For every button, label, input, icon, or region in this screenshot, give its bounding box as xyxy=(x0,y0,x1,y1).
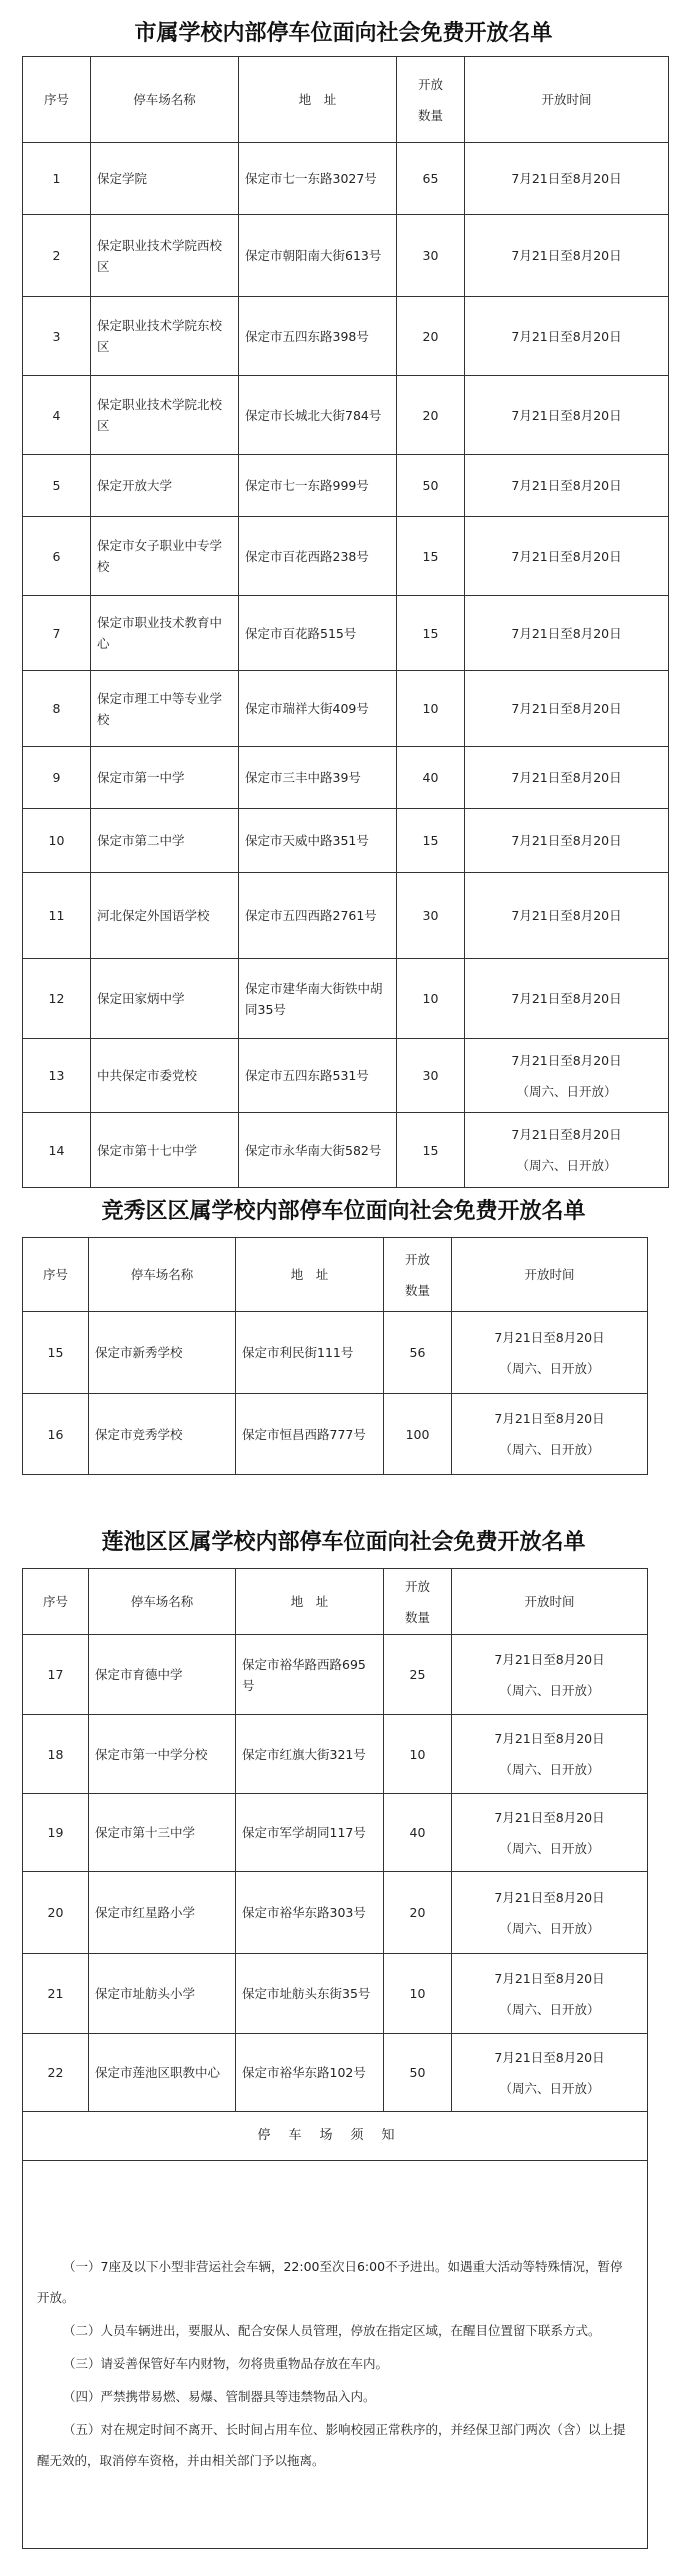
table-row xyxy=(23,873,669,959)
open-note: （周六、日开放） xyxy=(516,1158,617,1173)
cell-count: 10 xyxy=(384,1954,452,2034)
open-note: （周六、日开放） xyxy=(499,1442,600,1457)
cell-open-time xyxy=(465,809,669,873)
cell-parking-name: 保定市第十三中学 xyxy=(89,1794,236,1872)
cell-count: 10 xyxy=(397,671,465,747)
col-header-name: 停车场名称 xyxy=(89,1238,236,1312)
cell-open-time xyxy=(465,376,669,455)
parking-notes xyxy=(22,2111,648,2549)
section2-table xyxy=(22,1237,648,1475)
cell-parking-name: 保定市第一中学分校 xyxy=(89,1715,236,1794)
table-row xyxy=(23,1312,648,1394)
cell-open-time xyxy=(465,1039,669,1113)
cell-open-time xyxy=(452,2034,648,2112)
col-header-name: 停车场名称 xyxy=(89,1569,236,1635)
cell-number: 3 xyxy=(23,297,91,376)
open-period: 7月21日至8月20日 xyxy=(494,1411,605,1426)
cell-open-time xyxy=(465,1113,669,1188)
open-period: 7月21日至8月20日 xyxy=(511,1052,622,1068)
cell-count: 25 xyxy=(384,1635,452,1715)
open-period: 7月21日至8月20日 xyxy=(511,548,622,564)
cell-address: 保定市址舫头东街35号 xyxy=(236,1954,384,2034)
cell-number: 4 xyxy=(23,376,91,455)
cell-parking-name: 保定职业技术学院北校区 xyxy=(91,376,239,455)
section1-rows xyxy=(23,143,669,1188)
cell-address: 保定市裕华东路102号 xyxy=(236,2034,384,2112)
cell-count: 20 xyxy=(384,1872,452,1954)
cell-number: 6 xyxy=(23,517,91,596)
cell-number: 19 xyxy=(23,1794,89,1872)
cell-count: 50 xyxy=(384,2034,452,2112)
cell-open-time xyxy=(452,1312,648,1394)
notes-body xyxy=(23,2161,647,2476)
cell-parking-name: 保定市育德中学 xyxy=(89,1635,236,1715)
cell-count: 100 xyxy=(384,1394,452,1475)
table-row xyxy=(23,1113,669,1188)
cell-number: 8 xyxy=(23,671,91,747)
cell-number: 5 xyxy=(23,455,91,517)
cell-address: 保定市百花路515号 xyxy=(239,596,397,671)
table-row xyxy=(23,215,669,297)
cell-parking-name: 保定市新秀学校 xyxy=(89,1312,236,1394)
cell-count: 30 xyxy=(397,215,465,297)
section1-table xyxy=(22,56,669,1188)
cell-address: 保定市建华南大街铁中胡同35号 xyxy=(239,959,397,1039)
cell-count: 50 xyxy=(397,455,465,517)
cell-address: 保定市军学胡同117号 xyxy=(236,1794,384,1872)
notes-item: （五）对在规定时间不离开、长时间占用车位、影响校园正常秩序的，并经保卫部门两次（含）以上提醒无效的，取消停车资格，并由相关部门予以拖离。 xyxy=(37,2422,626,2468)
open-period: 7月21日至8月20日 xyxy=(511,478,622,493)
cell-open-time xyxy=(465,215,669,297)
table-row xyxy=(23,455,669,517)
cell-number: 12 xyxy=(23,959,91,1039)
table-row xyxy=(23,596,669,671)
cell-open-time xyxy=(452,1872,648,1954)
open-period: 7月21日至8月20日 xyxy=(511,701,622,716)
table-row xyxy=(23,959,669,1039)
cell-address: 保定市五四东路531号 xyxy=(239,1039,397,1113)
cell-parking-name: 保定市女子职业中专学校 xyxy=(91,517,239,596)
cell-count: 40 xyxy=(384,1794,452,1872)
open-period: 7月21日至8月20日 xyxy=(494,2049,605,2065)
cell-address: 保定市七一东路3027号 xyxy=(239,143,397,215)
cell-number: 2 xyxy=(23,215,91,297)
cell-parking-name: 保定市莲池区职教中心 xyxy=(89,2034,236,2112)
table-row xyxy=(23,297,669,376)
col-header-count: 开放 数量 xyxy=(384,1569,452,1635)
cell-open-time xyxy=(465,143,669,215)
cell-parking-name: 河北保定外国语学校 xyxy=(91,873,239,959)
col-header-count: 开放 数量 xyxy=(397,57,465,143)
cell-count: 15 xyxy=(397,596,465,671)
open-period: 7月21日至8月20日 xyxy=(511,991,622,1006)
notes-item: （二）人员车辆进出，要服从、配合安保人员管理，停放在指定区域，在醒目位置留下联系方式。 xyxy=(63,2323,601,2338)
open-note: （周六、日开放） xyxy=(499,1840,600,1856)
cell-number: 14 xyxy=(23,1113,91,1188)
cell-count: 30 xyxy=(397,873,465,959)
open-period: 7月21日至8月20日 xyxy=(511,171,622,186)
cell-count: 40 xyxy=(397,747,465,809)
col-header-time: 开放时间 xyxy=(452,1238,648,1312)
cell-number: 21 xyxy=(23,1954,89,2034)
cell-count: 30 xyxy=(397,1039,465,1113)
cell-open-time xyxy=(452,1715,648,1794)
cell-open-time xyxy=(465,873,669,959)
table-row xyxy=(23,1872,648,1954)
table-row xyxy=(23,517,669,596)
open-period: 7月21日至8月20日 xyxy=(511,770,622,785)
cell-parking-name: 保定学院 xyxy=(91,143,239,215)
table-row xyxy=(23,1394,648,1475)
cell-address: 保定市红旗大街321号 xyxy=(236,1715,384,1794)
cell-address: 保定市永华南大街582号 xyxy=(239,1113,397,1188)
section3-rows xyxy=(23,1635,648,2112)
section3-table xyxy=(22,1568,648,2112)
section2-title: 竞秀区区属学校内部停车位面向社会免费开放名单 xyxy=(101,1198,586,1224)
section3-title: 莲池区区属学校内部停车位面向社会免费开放名单 xyxy=(101,1529,586,1555)
cell-open-time xyxy=(452,1794,648,1872)
cell-parking-name: 保定职业技术学院东校区 xyxy=(91,297,239,376)
col-header-no: 序号 xyxy=(23,57,91,143)
cell-number: 13 xyxy=(23,1039,91,1113)
cell-address: 保定市裕华路西路695号 xyxy=(236,1635,384,1715)
open-period: 7月21日至8月20日 xyxy=(511,625,622,641)
cell-number: 11 xyxy=(23,873,91,959)
cell-count: 20 xyxy=(397,297,465,376)
cell-address: 保定市天威中路351号 xyxy=(239,809,397,873)
cell-count: 10 xyxy=(384,1715,452,1794)
cell-number: 10 xyxy=(23,809,91,873)
cell-number: 16 xyxy=(23,1394,89,1475)
table-header-row xyxy=(23,57,669,143)
cell-number: 15 xyxy=(23,1312,89,1394)
open-note: （周六、日开放） xyxy=(499,1360,600,1376)
cell-address: 保定市瑞祥大街409号 xyxy=(239,671,397,747)
cell-parking-name: 保定市职业技术教育中心 xyxy=(91,596,239,671)
col-header-count: 开放 数量 xyxy=(384,1238,452,1312)
cell-address: 保定市百花西路238号 xyxy=(239,517,397,596)
cell-parking-name: 保定市第十七中学 xyxy=(91,1113,239,1188)
cell-count: 15 xyxy=(397,517,465,596)
cell-address: 保定市裕华东路303号 xyxy=(236,1872,384,1954)
col-header-time: 开放时间 xyxy=(452,1569,648,1635)
open-period: 7月21日至8月20日 xyxy=(494,1889,605,1905)
table-header-row xyxy=(23,1238,648,1312)
col-header-address: 地 址 xyxy=(239,57,397,143)
table-header-row xyxy=(23,1569,648,1635)
cell-address: 保定市利民街111号 xyxy=(236,1312,384,1394)
cell-number: 22 xyxy=(23,2034,89,2112)
cell-address: 保定市恒昌西路777号 xyxy=(236,1394,384,1475)
table-row xyxy=(23,671,669,747)
cell-address: 保定市五四西路2761号 xyxy=(239,873,397,959)
table-row xyxy=(23,1715,648,1794)
cell-number: 1 xyxy=(23,143,91,215)
notes-item: （三）请妥善保管好车内财物，勿将贵重物品存放在车内。 xyxy=(63,2356,389,2371)
cell-address: 保定市朝阳南大街613号 xyxy=(239,215,397,297)
cell-parking-name: 保定市红星路小学 xyxy=(89,1872,236,1954)
cell-number: 7 xyxy=(23,596,91,671)
cell-parking-name: 保定市第一中学 xyxy=(91,747,239,809)
open-period: 7月21日至8月20日 xyxy=(494,1809,605,1825)
table-row xyxy=(23,1635,648,1715)
cell-parking-name: 保定市理工中等专业学校 xyxy=(91,671,239,747)
table-row xyxy=(23,1954,648,2034)
table-row xyxy=(23,2034,648,2112)
cell-open-time xyxy=(465,959,669,1039)
col-header-no: 序号 xyxy=(23,1569,89,1635)
col-header-no: 序号 xyxy=(23,1238,89,1312)
col-header-address: 地 址 xyxy=(236,1569,384,1635)
cell-number: 20 xyxy=(23,1872,89,1954)
cell-open-time xyxy=(465,455,669,517)
cell-open-time xyxy=(465,671,669,747)
table-row xyxy=(23,143,669,215)
cell-count: 15 xyxy=(397,809,465,873)
cell-parking-name: 保定开放大学 xyxy=(91,455,239,517)
open-period: 7月21日至8月20日 xyxy=(511,328,622,344)
cell-parking-name: 保定职业技术学院西校区 xyxy=(91,215,239,297)
cell-number: 17 xyxy=(23,1635,89,1715)
cell-parking-name: 保定市第二中学 xyxy=(91,809,239,873)
table-row xyxy=(23,1794,648,1872)
cell-number: 9 xyxy=(23,747,91,809)
cell-count: 56 xyxy=(384,1312,452,1394)
cell-parking-name: 中共保定市委党校 xyxy=(91,1039,239,1113)
col-header-time: 开放时间 xyxy=(465,57,669,143)
cell-address: 保定市三丰中路39号 xyxy=(239,747,397,809)
cell-address: 保定市长城北大街784号 xyxy=(239,376,397,455)
open-note: （周六、日开放） xyxy=(516,1083,617,1099)
open-note: （周六、日开放） xyxy=(499,2080,600,2096)
cell-open-time xyxy=(465,747,669,809)
open-period: 7月21日至8月20日 xyxy=(494,1651,605,1667)
table-row xyxy=(23,1039,669,1113)
cell-address: 保定市七一东路999号 xyxy=(239,455,397,517)
cell-open-time xyxy=(465,517,669,596)
cell-count: 10 xyxy=(397,959,465,1039)
open-note: （周六、日开放） xyxy=(499,1682,600,1698)
cell-open-time xyxy=(452,1394,648,1475)
open-period: 7月21日至8月20日 xyxy=(511,908,622,923)
open-period: 7月21日至8月20日 xyxy=(511,833,622,848)
open-period: 7月21日至8月20日 xyxy=(511,248,622,263)
open-period: 7月21日至8月20日 xyxy=(494,1970,605,1986)
cell-count: 15 xyxy=(397,1113,465,1188)
notes-item: （四）严禁携带易燃、易爆、管制器具等违禁物品入内。 xyxy=(63,2389,376,2404)
cell-count: 20 xyxy=(397,376,465,455)
cell-count: 65 xyxy=(397,143,465,215)
cell-number: 18 xyxy=(23,1715,89,1794)
col-header-address: 地 址 xyxy=(236,1238,384,1312)
cell-open-time xyxy=(465,596,669,671)
notes-item: （一）7座及以下小型非营运社会车辆，22:00至次日6:00不予进出。如遇重大活动等特殊情况，暂停开放。 xyxy=(37,2259,623,2305)
open-note: （周六、日开放） xyxy=(499,1920,600,1936)
col-header-name: 停车场名称 xyxy=(91,57,239,143)
open-period: 7月21日至8月20日 xyxy=(511,1127,622,1142)
notes-title: 停车场须知 xyxy=(23,2112,647,2161)
cell-address: 保定市五四东路398号 xyxy=(239,297,397,376)
table-row xyxy=(23,809,669,873)
open-period: 7月21日至8月20日 xyxy=(511,407,622,423)
open-note: （周六、日开放） xyxy=(499,1762,600,1777)
section2-rows xyxy=(23,1312,648,1475)
cell-open-time xyxy=(452,1954,648,2034)
table-row xyxy=(23,747,669,809)
open-period: 7月21日至8月20日 xyxy=(494,1329,605,1345)
cell-parking-name: 保定田家炳中学 xyxy=(91,959,239,1039)
open-period: 7月21日至8月20日 xyxy=(494,1731,605,1746)
cell-open-time xyxy=(465,297,669,376)
table-row xyxy=(23,376,669,455)
cell-parking-name: 保定市竞秀学校 xyxy=(89,1394,236,1475)
section1-title: 市属学校内部停车位面向社会免费开放名单 xyxy=(134,20,553,46)
open-note: （周六、日开放） xyxy=(499,2001,600,2017)
cell-parking-name: 保定市址舫头小学 xyxy=(89,1954,236,2034)
cell-open-time xyxy=(452,1635,648,1715)
